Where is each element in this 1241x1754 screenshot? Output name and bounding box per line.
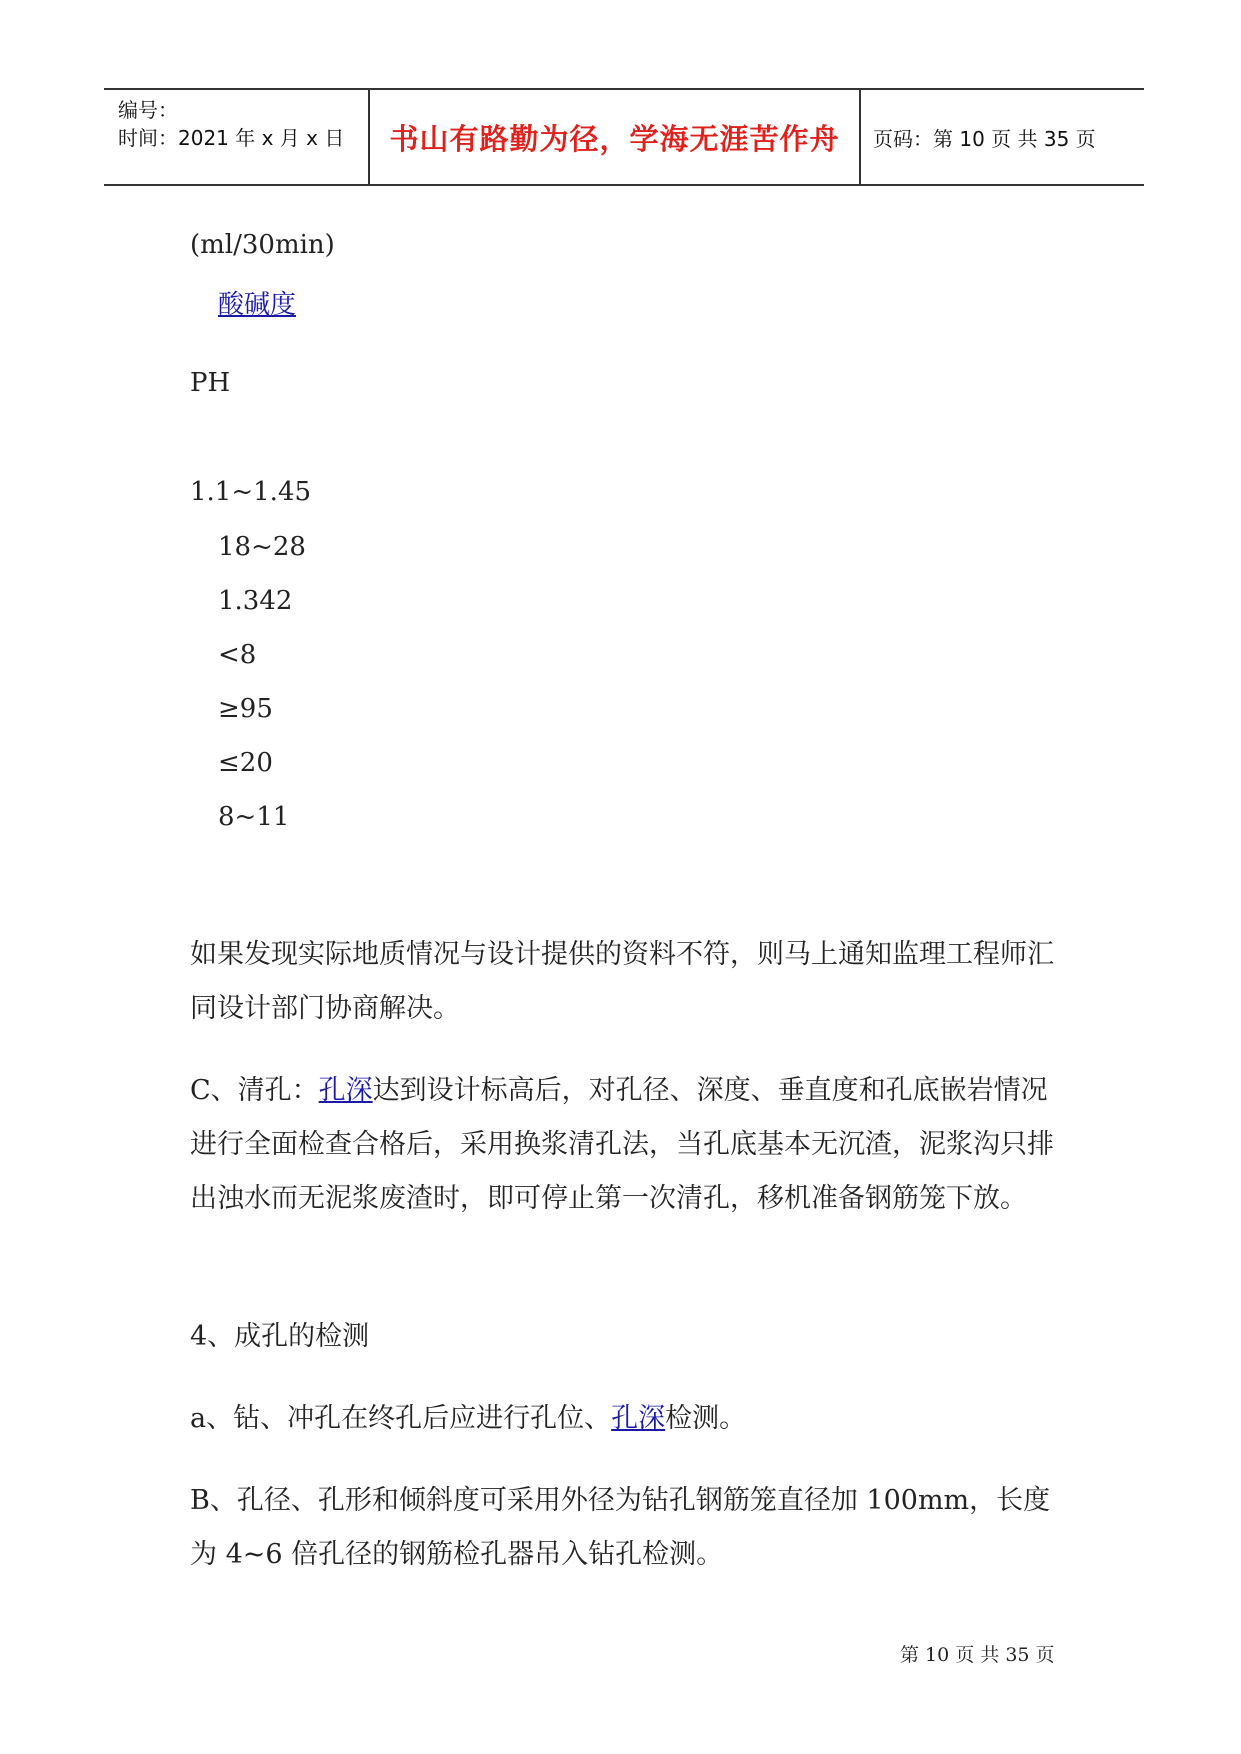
ph-text: PH [190, 368, 231, 398]
paragraph-cleaning [190, 1064, 1070, 1226]
number-label: 编号： [118, 98, 178, 122]
value-range-1: 1.1~1.45 [190, 477, 312, 507]
paragraph-inspection-a [190, 1392, 1070, 1446]
value-6: ≤20 [218, 748, 273, 778]
value-range-2: 18~28 [218, 532, 306, 562]
time-label: 时间：2021 年 x 月 x 日 [118, 126, 345, 150]
value-3: 1.342 [218, 586, 293, 616]
value-4: <8 [218, 640, 257, 670]
paragraph-inspection-b [190, 1474, 1070, 1582]
hole-depth-link-2[interactable]: 孔深 [611, 1403, 666, 1434]
unit-text: (ml/30min) [190, 230, 335, 260]
page-footer: 第 10 页 共 35 页 [900, 1644, 1055, 1666]
motto-text: 书山有路勤为径，学海无涯苦作舟 [389, 121, 840, 156]
header-page-cell [859, 90, 1144, 184]
section-heading [190, 1310, 1070, 1364]
header-meta-cell [104, 90, 368, 184]
header-motto-cell [368, 90, 861, 184]
acidity-link[interactable] [218, 284, 296, 321]
paragraph-geology [190, 928, 1070, 1036]
page-info: 页码：第 10 页 共 35 页 [873, 126, 1096, 151]
paragraph-inspection-b-text: B、孔径、孔形和倾斜度可采用外径为钻孔钢筋笼直径加 100mm，长度为 4~6 倍孔径的钢筋检孔器吊入钻孔检测。 [190, 1485, 1051, 1570]
acidity-link-text[interactable]: 酸碱度 [218, 290, 297, 320]
hole-depth-link[interactable]: 孔深 [318, 1075, 373, 1106]
value-7: 8~11 [218, 802, 290, 832]
paragraph-inspection-a-text [190, 1392, 1070, 1446]
inspection-a-prefix: a、钻、冲孔在终孔后应进行孔位、 [190, 1403, 612, 1434]
section-heading-text: 4、成孔的检测 [190, 1321, 370, 1352]
cleaning-prefix: C、清孔： [190, 1075, 319, 1106]
paragraph-geology-text: 如果发现实际地质情况与设计提供的资料不符，则马上通知监理工程师汇同设计部门协商解决。 [190, 939, 1054, 1024]
value-5: ≥95 [218, 694, 273, 724]
cleaning-rest: 达到设计标高后，对孔径、深度、垂直度和孔底嵌岩情况进行全面检查合格后，采用换浆清孔法，当孔底基本无沉渣，泥浆沟只排出浊水而无泥浆废渣时，即可停止第一次清孔，移机准备钢筋笼下放。 [190, 1075, 1054, 1214]
inspection-a-rest: 检测。 [665, 1403, 747, 1434]
paragraph-cleaning-text [190, 1064, 1070, 1226]
document-header [104, 88, 1144, 186]
